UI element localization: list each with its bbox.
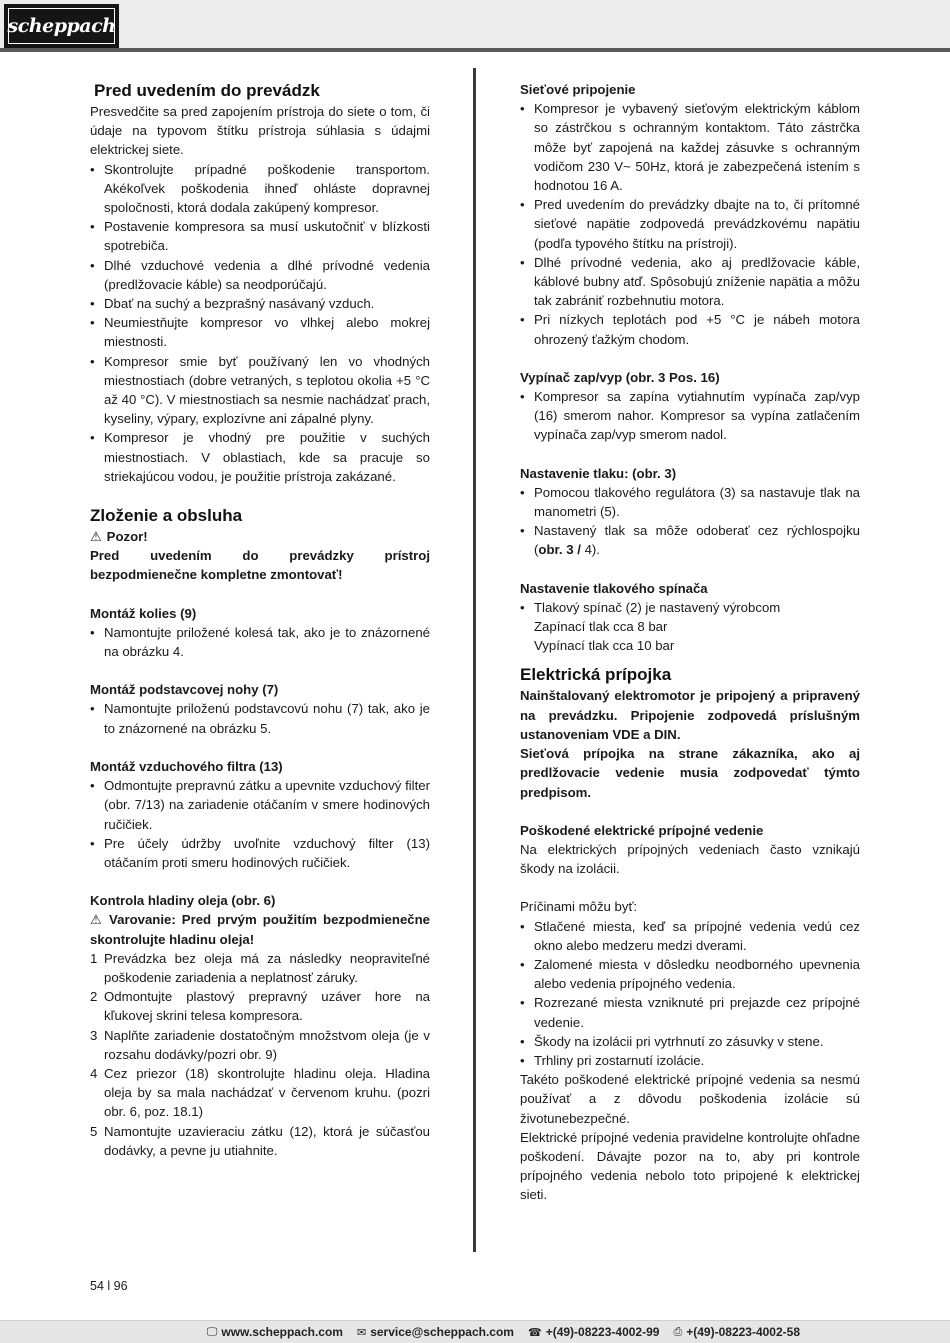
footer-fax[interactable]: ⎙ +(49)-08223-4002-58: [673, 1325, 800, 1339]
list-item: 3 Naplňte zariadenie dostatočným množstvom oleja (je v rozsahu dodávky/pozri obr. 9): [90, 1027, 430, 1062]
subsection-wheels: Montáž kolies (9): [90, 605, 197, 621]
monitor-icon: 🖵: [206, 1325, 218, 1338]
footer-web[interactable]: 🖵 www.scheppach.com: [206, 1325, 343, 1339]
list-item: • Kompresor sa zapína vytiahnutím vypínača zap/vyp (16) smerom nahor. Kompresor sa vypína zatlačením vypínača zap/vyp smerom nadol.: [520, 387, 860, 445]
footer-bar: [0, 1320, 950, 1343]
fax-icon: ⎙: [673, 1325, 683, 1338]
brand-logo: [4, 4, 119, 48]
page-number: 54 l 96: [90, 1279, 128, 1293]
logo-text: scheppach: [7, 15, 116, 37]
warning-text: Pred uvedením do prevádzky prístroj bezpodmienečne kompletne zmontovať!: [90, 548, 430, 583]
list-item: • Namontujte priložené kolesá tak, ako je to znázornené na obrázku 4.: [90, 623, 430, 661]
subsection-foot: Montáž podstavcovej nohy (7): [90, 682, 279, 698]
cut-in-pressure: Zapínací tlak cca 8 bar: [534, 619, 668, 635]
header-bar: [0, 0, 950, 50]
section-title-electrical: Elektrická prípojka: [520, 665, 672, 685]
list-item: • Kompresor je vybavený sieťovým elektrickým káblom so zástrčkou s ochranným kontaktom. Táto zástrčka môže byť zapojená na každej zásuvke s ochranným vodičom 230 V~ 50Hz, ktorá je zabezpečená istením s hodnotou 16 A.: [520, 99, 860, 195]
pressure-list: [520, 483, 860, 560]
subsection-oil-level: Kontrola hladiny oleja (obr. 6): [90, 893, 276, 909]
cut-out-pressure: Vypínací tlak cca 10 bar: [534, 638, 675, 654]
list-item: • Odmontujte prepravnú zátku a upevnite vzduchový filter (obr. 7/13) na zariadenie otáčaním v smere hodinových ručičiek.: [90, 776, 430, 834]
subsection-air-filter: Montáž vzduchového filtra (13): [90, 758, 283, 774]
list-item: 2 Odmontujte plastový prepravný uzáver hore na kľukovej skrini telesa kompresora.: [90, 989, 430, 1024]
list-item: 5 Namontujte uzavieraciu zátku (12), ktorá je súčasťou dodávky, a pevne ju utiahnite.: [90, 1123, 430, 1158]
warning-label: Pozor!: [106, 529, 148, 545]
logo-frame: [8, 8, 115, 44]
electrical-bold-1: Nainštalovaný elektromotor je pripojený a pripravený na prevádzku. Pripojenie zodpovedá príslušným ustanoveniam VDE a DIN.: [520, 688, 860, 742]
list-item: • Pred uvedením do prevádzky dbajte na to, či prítomné sieťové napätie zodpovedá prevádzkovému napätiu (podľa typového štítku na prístroji).: [520, 195, 860, 253]
causes-label: Príčinami môžu byť:: [520, 899, 638, 915]
footer-email[interactable]: ✉ service@scheppach.com: [356, 1325, 514, 1339]
causes-list: [520, 917, 860, 1071]
wheels-list: [90, 623, 430, 661]
section-title-before-operation: Pred uvedením do prevádzk: [94, 81, 320, 100]
footer-phone[interactable]: ☎ +(49)-08223-4002-99: [527, 1325, 660, 1339]
list-item: • Kompresor je vhodný pre použitie v suchých miestnostiach. V oblastiach, kde sa pracuje so striekajúcou vodou, je použitie prístroja zakázané.: [90, 428, 430, 486]
subsection-damaged-cable: Poškodené elektrické prípojné vedenie: [520, 822, 764, 838]
damaged-paragraph-2: Elektrické prípojné vedenia pravidelne kontrolujte ohľadne poškodení. Dávajte pozor na to, aby pri kontrole prípojného vedenia nebolo toto pripojené k elektrickej sieti.: [520, 1129, 860, 1203]
column-divider: [473, 68, 476, 1252]
list-item: • Nastavený tlak sa môže odoberať cez rýchlospojku (obr. 3 / 4).: [520, 521, 860, 559]
right-column: [520, 80, 860, 1205]
list-item: 4 Cez priezor (18) skontrolujte hladinu oleja. Hladina oleja by sa mala nachádzať v červenom kruhu. (pozri obr. 6, poz. 18.1): [90, 1065, 430, 1120]
list-item: 1 Prevádzka bez oleja má za následky neopraviteľné poškodenie zariadenia a neplatnosť záruky.: [90, 950, 430, 985]
list-item: • Pre účely údržby uvoľnite vzduchový filter (13) otáčaním proti smeru hodinových ručičiek.: [90, 834, 430, 872]
before-operation-list: [90, 160, 430, 486]
section-title-assembly: Zloženie a obsluha: [90, 506, 243, 526]
subsection-pressure: Nastavenie tlaku: (obr. 3): [520, 465, 677, 481]
list-item: • Kompresor smie byť používaný len vo vhodných miestnostiach (dobre vetraných, s teplotou okolia +5 °C až 40 °C). V miestnostiach sa nesmie nachádzať prach, kyseliny, výpary, explozívne ani zápalné plyny.: [90, 352, 430, 429]
warning-icon: ⚠: [90, 912, 102, 928]
air-filter-list: [90, 776, 430, 872]
foot-list: [90, 699, 430, 737]
list-item: • Dlhé prívodné vedenia, ako aj predlžovacie káble, káblové bubny atď. Spôsobujú zníženie napätia a môžu tak zabrániť rozbehnutiu motora.: [520, 253, 860, 311]
list-item: • Skontrolujte prípadné poškodenie transportom. Akékoľvek poškodenia ihneď ohláste dopravnej spoločnosti, ktorá dodala zakúpený kompresor.: [90, 160, 430, 218]
intro-paragraph: Presvedčite sa pred zapojením prístroja do siete o tom, či údaje na typovom štítku prístroja súhlasia s údajmi elektrickej siete.: [90, 104, 430, 158]
mains-list: [520, 99, 860, 349]
list-item: • Postavenie kompresora sa musí uskutočniť v blízkosti spotrebiča.: [90, 217, 430, 255]
list-item: • Dbať na suchý a bezprašný nasávaný vzduch.: [90, 294, 430, 313]
list-item: • Zalomené miesta v dôsledku neodborného upevnenia alebo vedenia prípojného vedenia.: [520, 955, 860, 993]
damaged-paragraph-1: Takéto poškodené elektrické prípojné vedenia sa nesmú používať a z dôvodu poškodenia izolácie sú životunebezpečné.: [520, 1072, 860, 1126]
pressure-switch-list: [520, 598, 860, 617]
mail-icon: ✉: [356, 1326, 367, 1339]
list-item: • Pri nízkych teplotách pod +5 °C je nábeh motora ohrozený ťažkým chodom.: [520, 310, 860, 348]
subsection-pressure-switch: Nastavenie tlakového spínača: [520, 580, 708, 596]
list-item: • Namontujte priloženú podstavcovú nohu (7) tak, ako je to znázornené na obrázku 5.: [90, 699, 430, 737]
list-item: • Trhliny pri zostarnutí izolácie.: [520, 1051, 860, 1070]
left-column: [90, 80, 430, 1160]
phone-icon: ☎: [527, 1326, 542, 1339]
warning-heading: [90, 527, 430, 546]
switch-list: [520, 387, 860, 445]
oil-warning: [90, 910, 430, 948]
list-item: • Dlhé vzduchové vedenia a dlhé prívodné vedenia (predlžovacie káble) sa neodporúčajú.: [90, 256, 430, 294]
header-rule: [0, 48, 950, 52]
warning-icon: ⚠: [90, 529, 102, 545]
subsection-mains-connection: Sieťové pripojenie: [520, 82, 636, 97]
electrical-bold-2: Sieťová prípojka na strane zákazníka, ako aj predlžovacie vedenie musia zodpovedať týmto predpisom.: [520, 746, 860, 800]
damaged-intro: Na elektrických prípojných vedeniach často vznikajú škody na izolácii.: [520, 841, 860, 877]
list-item: • Neumiestňujte kompresor vo vlhkej alebo mokrej miestnosti.: [90, 313, 430, 351]
subsection-switch: Vypínač zap/vyp (obr. 3 Pos. 16): [520, 369, 720, 385]
oil-warning-text: Varovanie: Pred prvým použitím bezpodmienečne skontrolujte hladinu oleja!: [90, 912, 430, 947]
list-item: • Rozrezané miesta vzniknuté pri prejazde cez prípojné vedenie.: [520, 993, 860, 1031]
list-item: • Škody na izolácii pri vytrhnutí zo zásuvky v stene.: [520, 1032, 860, 1051]
oil-steps-list: [90, 949, 430, 1160]
list-item: • Stlačené miesta, keď sa prípojné vedenia vedú cez okno alebo medzeru medzi dverami.: [520, 917, 860, 955]
list-item: • Pomocou tlakového regulátora (3) sa nastavuje tlak na manometri (5).: [520, 483, 860, 521]
list-item: • Tlakový spínač (2) je nastavený výrobcom: [520, 598, 860, 617]
